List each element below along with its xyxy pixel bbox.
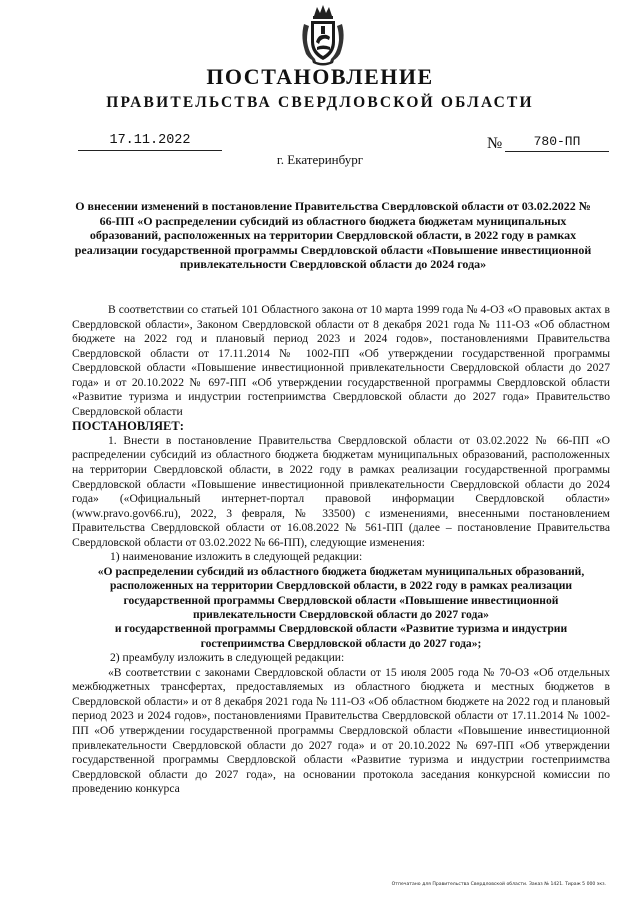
new-title-part-1: «О распределении субсидий из областного бюджета бюджетам муниципальных образований, расположенных на территории Свердловской области, в 2022 году в рамках реализации государственной программы Свердловской области «Повышение инвестиционной привлекательности Свердловской области до 2027 года» — [97, 564, 585, 622]
document-body — [72, 303, 610, 797]
document-title: ПОСТАНОВЛЕНИЕ — [206, 64, 434, 89]
subitem-1: 1) наименование изложить в следующей редакции: — [110, 550, 363, 564]
decree-heading: ПОСТАНОВЛЯЕТ: — [72, 419, 184, 434]
document-date: 17.11.2022 — [78, 133, 222, 151]
document-subject: О внесении изменений в постановление Правительства Свердловской области от 03.02.2022 № 66-ПП «О распределении субсидий из областного бюджета бюджетам муниципальных образований, расположенных на территории Свердловской области, в 2022 году в рамках реализации государственной программы Свердловской области «Повышение инвестиционной привлекательности Свердловской области до 2024 года» — [74, 199, 592, 272]
issuing-authority: ПРАВИТЕЛЬСТВА СВЕРДЛОВСКОЙ ОБЛАСТИ — [106, 94, 534, 111]
print-footer: Отпечатано для Правительства Свердловской области. Заказ № 1421. Тираж 5 000 экз. — [391, 882, 606, 887]
new-preamble-paragraph: «В соответствии с законами Свердловской области от 15 июля 2005 года № 70-ОЗ «Об отдельных межбюджетных трансфертах, предоставляемых из областного бюджета и местных бюджетов в Свердловской области» и от 8 декабря 2021 года № 111-ОЗ «Об областном бюджете на 2022 год и плановый период 2023 и 2024 годов», постановлениями Правительства Свердловской области от 17.11.2014 № 1002-ПП «Об утверждении государственной программы Свердловской области «Повышение инвестиционной привлекательности Свердловской области до 2027 года» и от 20.10.2022 № 697-ПП «Об утверждении государственной программы Свердловской области «Развитие туризма и индустрии гостеприимства Свердловской области до 2027 года», на основании протокола заседания конкурсной комиссии по проведению конкурса — [72, 665, 610, 796]
sverdlovsk-coat-of-arms-icon — [300, 4, 346, 66]
preamble-paragraph: В соответствии со статьей 101 Областного закона от 10 марта 1999 года № 4-ОЗ «О правовых актах в Свердловской области», Законом Свердловской области от 8 декабря 2021 года № 111-ОЗ «Об областном бюджете на 2022 год и плановый период 2023 и 2024 годов», постановлениями Правительства Свердловской области от 17.11.2014 № 1002-ПП «Об утверждении государственной программы Свердловской области «Повышение инвестиционной привлекательности Свердловской области до 2027 года» и от 20.10.2022 № 697-ПП «Об утверждении государственной программы Свердловской области «Развитие туризма и индустрии гостеприимства Свердловской области до 2027 года» Правительство Свердловской области — [72, 303, 610, 418]
city: г. Екатеринбург — [276, 152, 364, 167]
subitem-2: 2) преамбулу изложить в следующей редакции: — [110, 651, 345, 665]
number-label: № — [487, 135, 503, 152]
item-1-paragraph: 1. Внести в постановление Правительства Свердловской области от 03.02.2022 № 66-ПП «О распределении субсидий из областного бюджета бюджетам муниципальных образований, расположенных на территории Свердловской области, в 2022 году в рамках реализации государственной программы Свердловской области «Повышение инвестиционной привлекательности Свердловской области до 2024 года» («Официальный интернет-портал правовой информации Свердловской области» (www.pravo.gov66.ru), 2022, 3 февраля, № 33500) с изменениями, внесенными постановлением Правительства Свердловской области от 16.08.2022 № 561-ПП (далее – постановление Правительства Свердловской области от 03.02.2022 № 66-ПП), следующие изменения: — [72, 433, 610, 549]
document-number: 780-ПП — [505, 134, 609, 152]
new-title-part-2: и государственной программы Свердловской области «Развитие туризма и индустрии гостеприимства Свердловской области до 2027 года»; — [114, 622, 568, 650]
